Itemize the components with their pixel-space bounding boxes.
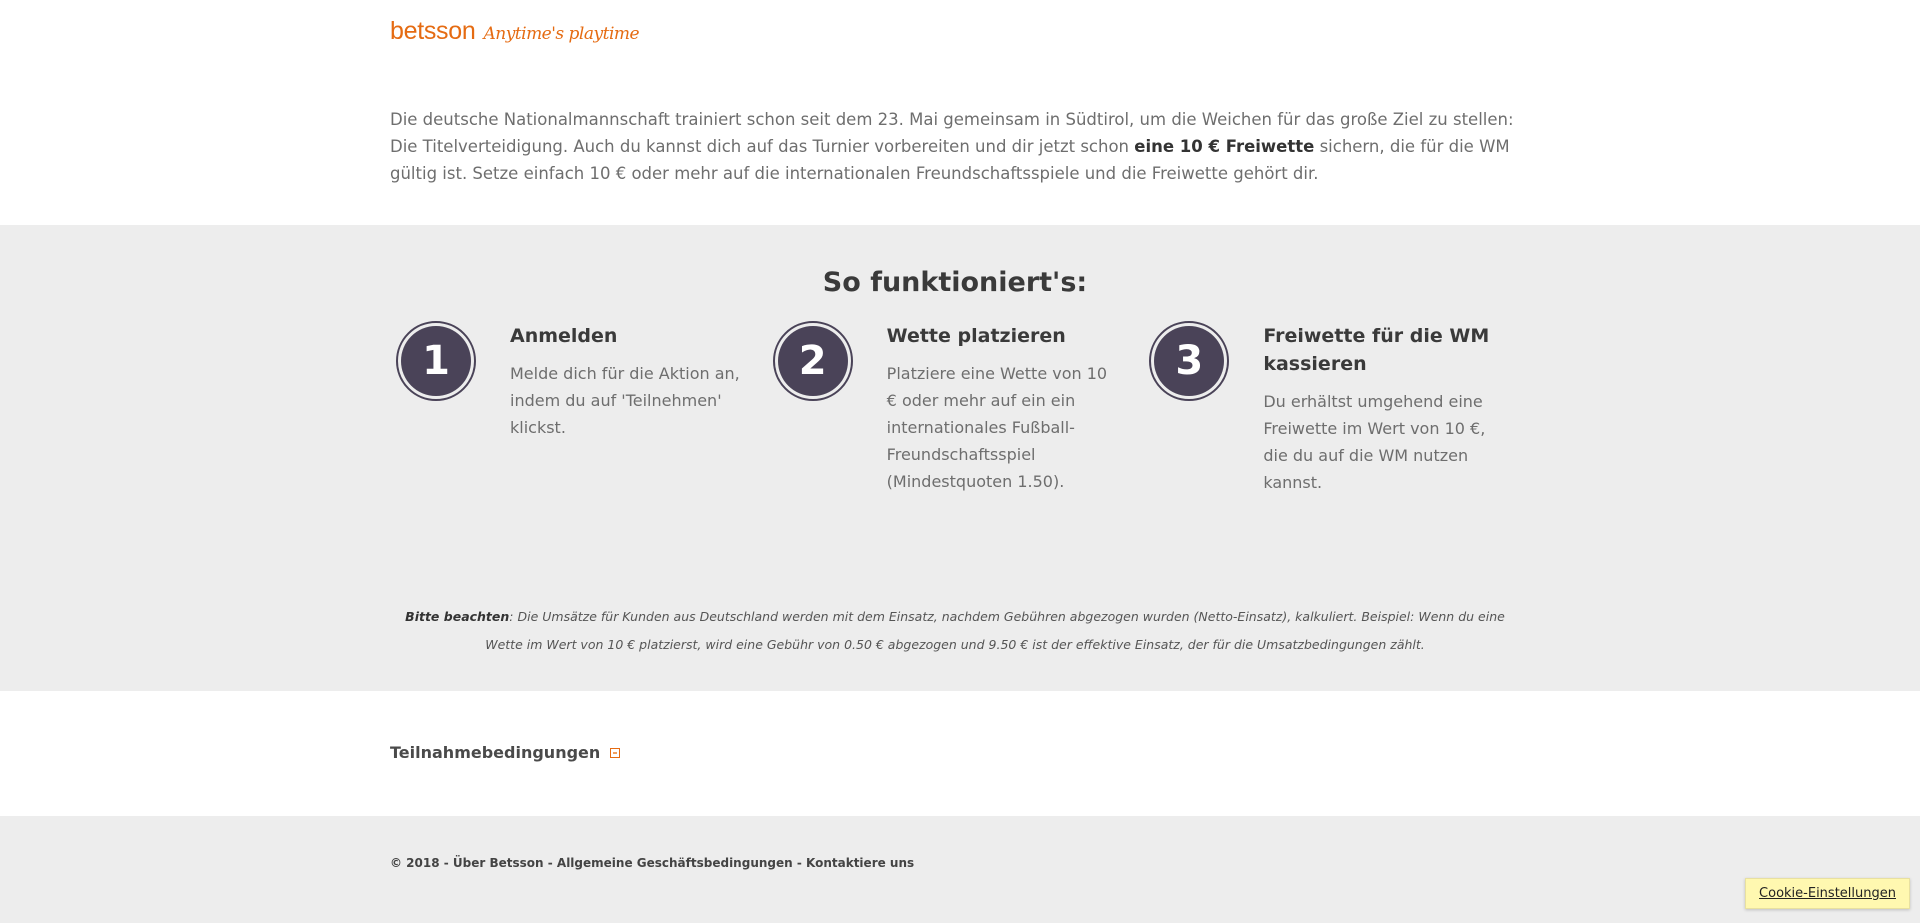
footer-links[interactable]: © 2018 - Über Betsson - Allgemeine Geschäftsbedingungen - Kontaktiere uns (390, 856, 915, 870)
step-number: 2 (778, 326, 848, 396)
steps-list (390, 322, 1520, 496)
step-number-badge (773, 321, 853, 401)
step-text: Platziere eine Wette von 10 € oder mehr auf ein ein internationales Fußball-Freundschaftsspiel (Mindestquoten 1.50). (886, 364, 1108, 491)
step-number-badge (1149, 321, 1229, 401)
intro-text-before: Die deutsche Nationalmannschaft trainiert schon seit dem 23. Mai gemeinsam in Südtirol, um die Weichen für das große Ziel zu stellen: Die Titelverteidigung. Auch du kannst dich auf das Turnier vorbereiten und dir jetzt schon (390, 110, 1514, 156)
header (390, 0, 1520, 225)
terms-label: Teilnahmebedingungen (390, 743, 601, 762)
step-text: Du erhältst umgehend eine Freiwette im Wert von 10 €, die du auf die WM nutzen kannst. (1263, 392, 1486, 492)
expand-icon[interactable] (610, 748, 620, 758)
fee-note (390, 603, 1520, 659)
logo-brand: betsson (390, 17, 476, 45)
step-2 (767, 322, 1144, 496)
step-number: 1 (401, 326, 471, 396)
step-1 (390, 322, 767, 496)
footer (0, 816, 1920, 923)
step-number: 3 (1154, 326, 1224, 396)
terms-toggle[interactable] (390, 743, 620, 762)
intro-paragraph (390, 60, 1520, 225)
step-title: Anmelden (510, 325, 618, 347)
step-number-badge (396, 321, 476, 401)
terms-section (390, 691, 1520, 816)
intro-text-after: sichern, die für die WM gültig ist. Setze einfach 10 € oder mehr auf die internationalen Freundschaftsspiele und die Freiwette gehört dir. (390, 137, 1510, 183)
logo-tagline: Anytime's playtime (483, 24, 640, 44)
betsson-logo[interactable] (390, 17, 639, 46)
intro-highlight: eine 10 € Freiwette (1134, 137, 1315, 156)
how-it-works-section (0, 225, 1920, 691)
step-title: Wette platzieren (886, 325, 1066, 347)
step-text: Melde dich für die Aktion an, indem du auf 'Teilnehmen' klickst. (510, 364, 740, 437)
note-text: : Die Umsätze für Kunden aus Deutschland werden mit dem Einsatz, nachdem Gebühren abgezogen wurden (Netto-Einsatz), kalkuliert. Beispiel: Wenn du eine Wette im Wert von 10 € platzierst, wird eine Gebühr von 0.50 € abgezogen und 9.50 € ist der effektive Einsatz, der für die Umsatzbedingungen zählt. (485, 609, 1505, 652)
step-3 (1143, 322, 1520, 496)
note-label: Bitte beachten (405, 609, 510, 624)
step-title: Freiwette für die WM kassieren (1263, 325, 1490, 375)
cookie-settings-button[interactable]: Cookie-Einstellungen (1745, 878, 1910, 909)
section-title: So funktioniert's: (822, 267, 1088, 298)
